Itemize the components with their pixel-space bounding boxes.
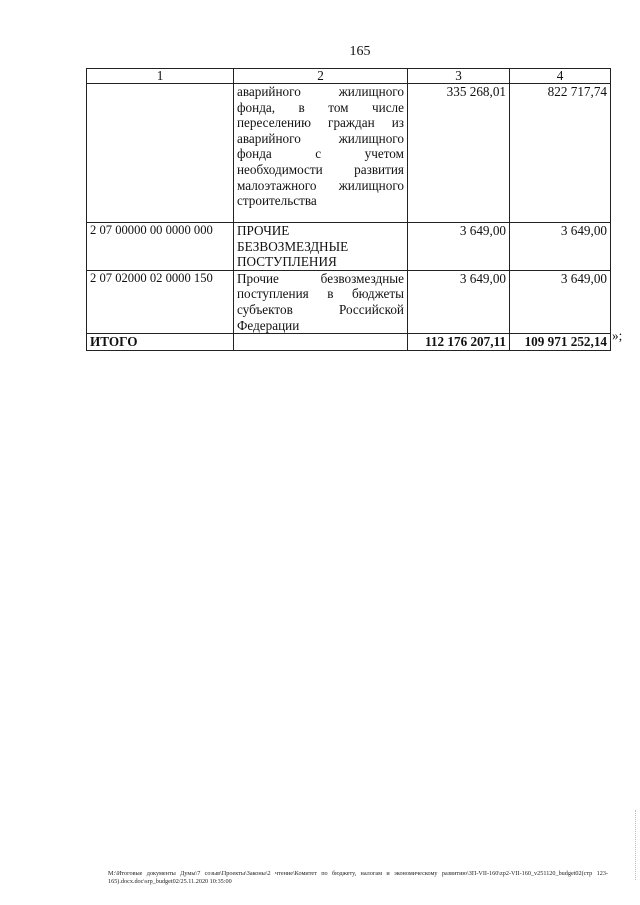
amount-year-1: 3 649,00 (408, 223, 510, 271)
name-line: БЕЗВОЗМЕЗДНЫЕ (237, 238, 349, 254)
amount-year-1: 335 268,01 (408, 84, 510, 223)
name-line: фонда, в том числе (237, 99, 404, 115)
name-line: Федерации (237, 317, 300, 333)
table-row (87, 270, 611, 333)
total-label: ИТОГО (87, 334, 234, 351)
footer-file-path: M:\Итоговые документы Думы\7 созыв\Проекты\Законы\2 чтение\Комитет по бюджету, налогам и экономическому развитию\ЗП-VII-160\zp2-VII-160_v251120_budget02(стр 123-165).docx.doc\srp_budget02/25.11.2020 10:35:00 (108, 870, 608, 885)
revenue-table (86, 68, 611, 351)
revenue-name (234, 84, 408, 223)
classification-code: 2 07 02000 02 0000 150 (87, 270, 234, 333)
amount-year-2: 3 649,00 (510, 223, 611, 271)
total-year-1: 112 176 207,11 (408, 334, 510, 351)
name-line: необходимости развития (237, 161, 404, 177)
amount-year-2: 822 717,74 (510, 84, 611, 223)
name-line: аварийного жилищного (237, 84, 404, 99)
name-line: переселению граждан из (237, 115, 404, 131)
amount-year-2: 3 649,00 (510, 270, 611, 333)
name-line: Прочие безвозмездные (237, 270, 404, 286)
scan-edge-line (635, 810, 637, 880)
total-row (87, 334, 611, 351)
classification-code (87, 84, 234, 223)
revenue-name (234, 223, 408, 271)
name-line: поступления в бюджеты (237, 286, 404, 302)
column-header: 1 (87, 69, 234, 84)
total-empty-cell (234, 334, 408, 351)
table-row (87, 223, 611, 271)
revenue-name (234, 270, 408, 333)
closing-quote-mark: »; (612, 328, 623, 343)
table-header-row (87, 69, 611, 84)
amount-year-1: 3 649,00 (408, 270, 510, 333)
column-header: 2 (234, 69, 408, 84)
name-line: ПРОЧИЕ (237, 223, 290, 238)
name-line: аварийного жилищного (237, 130, 404, 146)
name-line: фонда с учетом (237, 146, 404, 162)
name-line: субъектов Российской (237, 301, 404, 317)
classification-code: 2 07 00000 00 0000 000 (87, 223, 234, 271)
name-line: строительства (237, 193, 317, 209)
table-row (87, 84, 611, 223)
column-header: 4 (510, 69, 611, 84)
name-line: ПОСТУПЛЕНИЯ (237, 254, 337, 270)
column-header: 3 (408, 69, 510, 84)
name-line: малоэтажного жилищного (237, 177, 404, 193)
total-year-2: 109 971 252,14 (510, 334, 611, 351)
page-number: 165 (349, 44, 371, 59)
